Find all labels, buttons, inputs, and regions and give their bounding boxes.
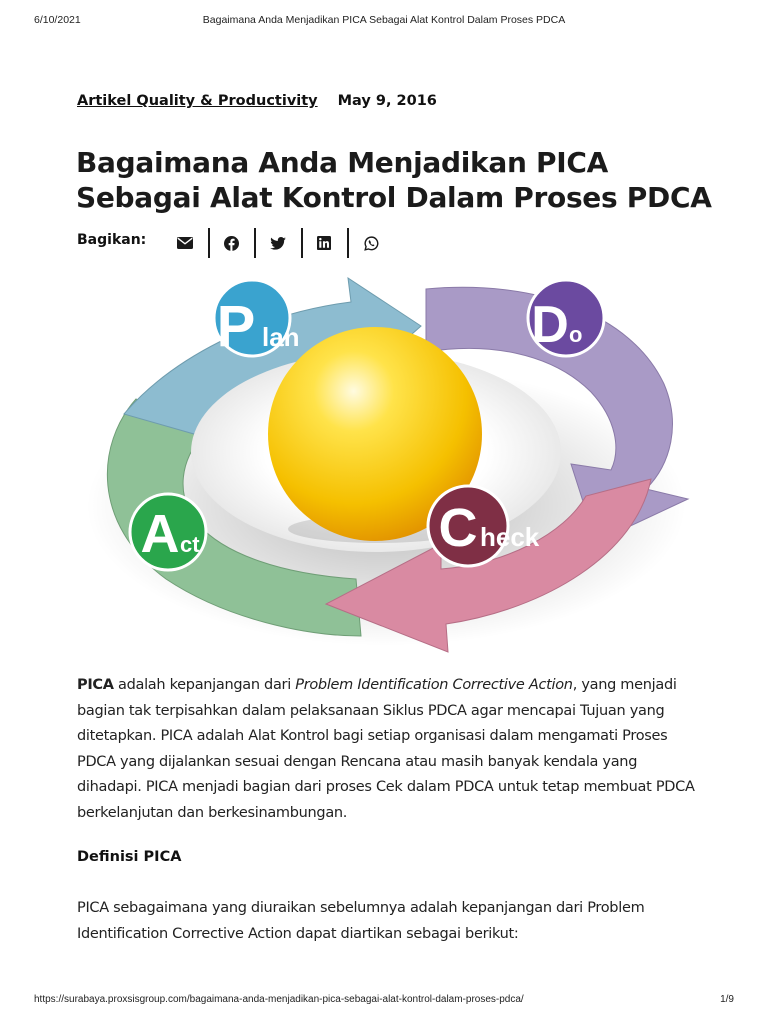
print-date: 6/10/2021 [34,14,81,26]
act-badge [130,494,206,570]
intro-text-2: , yang menjadi bagian tak terpisahkan dalam pelaksanaan Siklus PDCA agar mencapai Tujuan yang ditetapkan. PICA adalah Alat Kontrol bagi setiap organisasi dalam mengamati Proses PDCA yang dijalankan sesuai dengan Rencana atau masih banyak kendala yang dihadapi. PICA menjadi bagian dari proses Cek dalam PDCA untuk tetap membuat PDCA berkelanjutan dan berkesinambungan. [77,677,695,821]
page-number: 1/9 [720,994,734,1005]
email-share-button[interactable] [172,232,198,254]
do-rest: o [569,322,583,347]
pica-term: PICA [77,677,114,693]
intro-text-1: adalah kepanjangan dari [113,677,296,693]
share-label: Bagikan: [77,232,147,248]
check-rest: heck [480,522,540,552]
share-divider [301,228,303,258]
whatsapp-share-button[interactable] [358,232,384,254]
print-page-title: Bagaimana Anda Menjadikan PICA Sebagai Alat Kontrol Dalam Proses PDCA [202,14,566,26]
linkedin-share-button[interactable] [311,232,337,254]
twitter-share-button[interactable] [265,232,291,254]
plan-initial: P [216,294,256,359]
act-rest: ct [180,532,200,557]
print-footer [34,994,734,1008]
share-divider [208,228,210,258]
share-divider [347,228,349,258]
publish-date: May 9, 2016 [337,93,437,109]
article-meta [77,93,437,109]
whatsapp-icon [364,236,379,251]
do-initial: D [531,296,569,354]
facebook-icon [224,236,239,251]
twitter-icon [270,237,286,250]
pdca-cycle-diagram [76,274,694,656]
check-initial: C [438,498,478,558]
facebook-share-button[interactable] [218,232,244,254]
share-divider [254,228,256,258]
print-header [34,14,734,28]
do-badge [528,280,604,356]
pica-expansion: Problem Identification Corrective Action [295,677,573,693]
plan-badge [214,280,300,359]
intro-paragraph [77,673,697,826]
plan-rest: lan [262,322,300,352]
section-heading: Definisi PICA [77,849,182,865]
page-url: https://surabaya.proxsisgroup.com/bagaimana-anda-menjadikan-pica-sebagai-alat-kontrol-dalam-proses-pdca/ [34,994,524,1005]
definition-paragraph: PICA sebagaimana yang diuraikan sebelumnya adalah kepanjangan dari Problem Identification Corrective Action dapat diartikan sebagai berikut: [77,900,645,942]
category-link[interactable]: Artikel Quality & Productivity [77,93,318,109]
article-title: Bagaimana Anda Menjadikan PICA Sebagai Alat Kontrol Dalam Proses PDCA [76,146,712,214]
email-icon [177,237,193,249]
act-initial: A [140,504,180,564]
linkedin-icon [317,236,331,250]
